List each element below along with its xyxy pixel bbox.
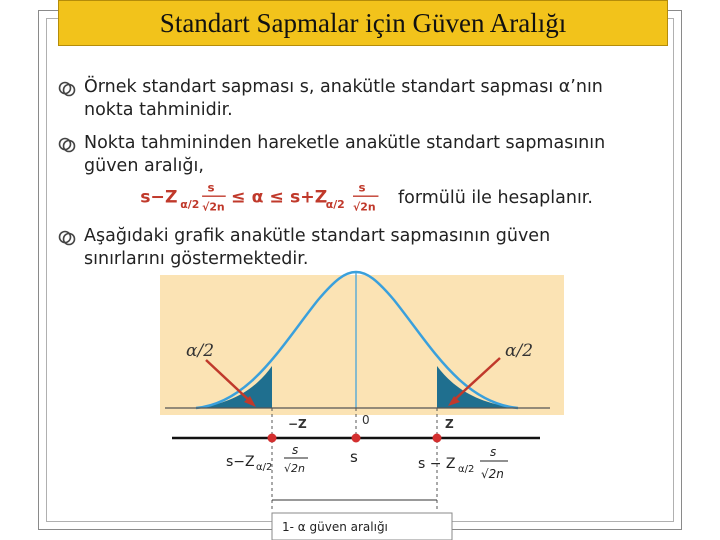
s-dot	[352, 434, 361, 443]
graph-background	[160, 275, 564, 415]
upper-limit-label: s − Z	[418, 456, 456, 472]
formula-relation: ≤ α ≤ s+Z	[231, 187, 328, 208]
bullet-text-2: Nokta tahmininden hareketle anakütle standart sapmasının güven aralığı,	[84, 133, 606, 176]
formula-frac-num-left: s	[207, 180, 215, 195]
lower-limit-label: s−Z	[226, 454, 255, 470]
formula-sub-right: α/2	[325, 198, 345, 211]
formula-frac-den-right: √2n	[353, 200, 376, 214]
formula-frac-den-left: √2n	[202, 200, 225, 214]
zero-label: 0	[362, 413, 370, 427]
lower-frac-num: s	[292, 443, 299, 457]
lower-limit-dot	[268, 434, 277, 443]
upper-frac-num: s	[490, 445, 497, 459]
page-title: Standart Sapmalar için Güven Aralığı	[159, 7, 567, 38]
s-label: s	[350, 448, 358, 466]
upper-limit-sub: α/2	[458, 464, 475, 475]
formula-note: formülü ile hesaplanır.	[398, 188, 593, 208]
alpha-right-label: α/2	[505, 341, 534, 361]
bullet-text-1: Örnek standart sapması s, anakütle standart sapması α’nın nokta tahminidir.	[84, 77, 603, 120]
lower-frac-den: √2n	[284, 462, 305, 475]
formula-frac-num-right: s	[358, 180, 366, 195]
upper-limit-dot	[433, 434, 442, 443]
formula-lhs: s−Z	[140, 187, 178, 208]
pos-z-label: Z	[445, 417, 454, 431]
alpha-left-label: α/2	[186, 341, 215, 361]
formula-sub-left: α/2	[180, 198, 200, 211]
upper-frac-den: √2n	[481, 467, 504, 481]
interval-label: 1- α güven aralığı	[282, 520, 388, 534]
bullet-text-3: Aşağıdaki grafik anakütle standart sapmasının güven sınırlarını göstermektedir.	[84, 226, 551, 269]
lower-limit-sub: α/2	[256, 462, 273, 473]
neg-z-label: −Z	[288, 417, 307, 431]
